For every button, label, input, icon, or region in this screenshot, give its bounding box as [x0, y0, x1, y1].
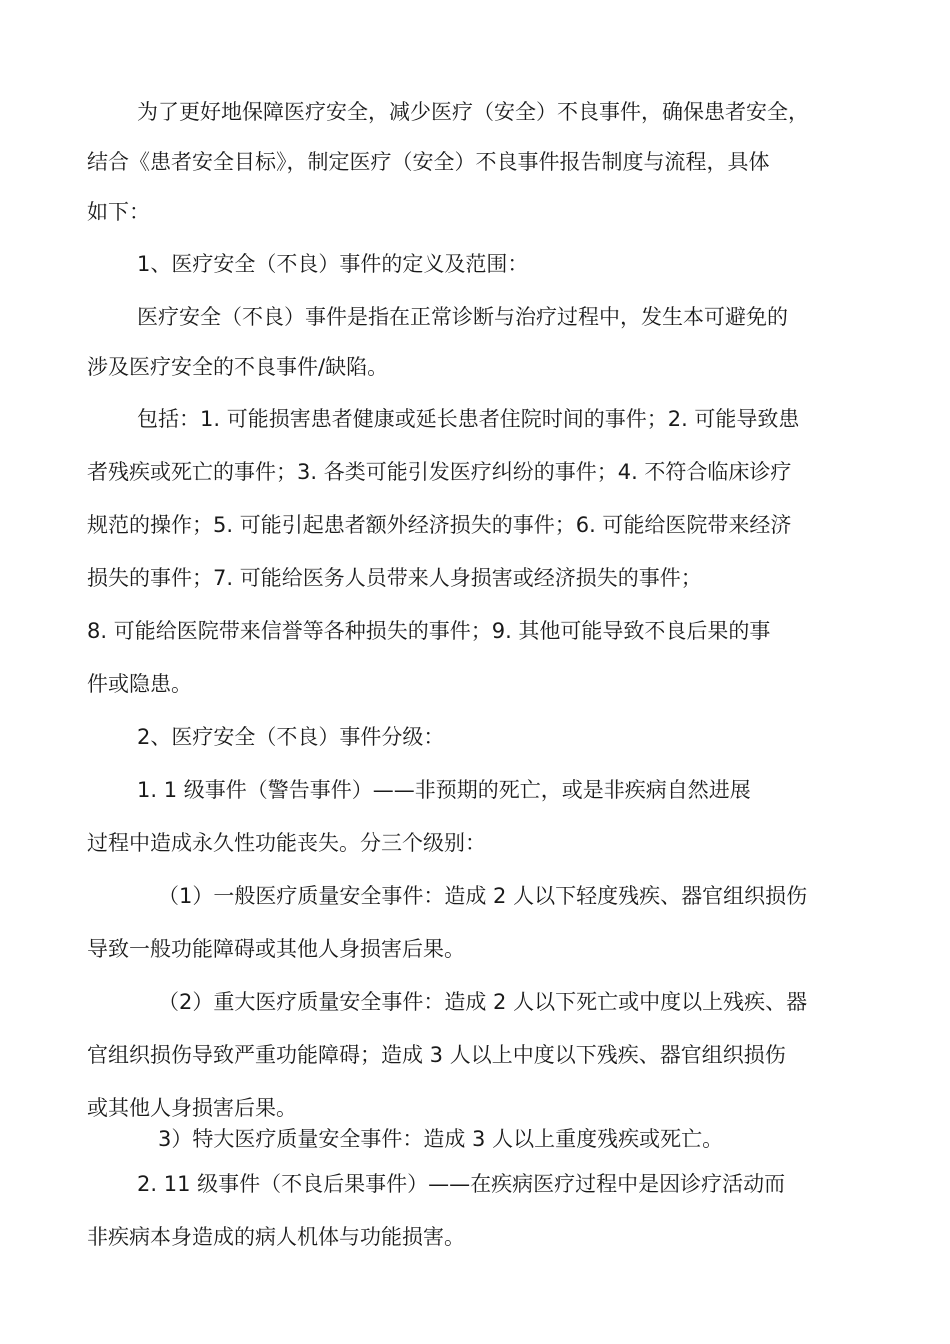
paragraph-line: （1）一般医疗质量安全事件：造成 2 人以下轻度残疾、器官组织损伤 — [158, 884, 808, 908]
paragraph-line: 8. 可能给医院带来信誉等各种损失的事件；9. 其他可能导致不良后果的事 — [87, 619, 771, 643]
paragraph-line: 涉及医疗安全的不良事件/缺陷。 — [87, 355, 389, 379]
paragraph-line: 医疗安全（不良）事件是指在正常诊断与治疗过程中，发生本可避免的 — [137, 305, 788, 329]
paragraph-line: 件或隐患。 — [87, 672, 192, 696]
paragraph-line: 如下： — [87, 200, 150, 224]
paragraph-line: 者残疾或死亡的事件；3. 各类可能引发医疗纠纷的事件；4. 不符合临床诊疗 — [87, 460, 792, 484]
paragraph-line: 导致一般功能障碍或其他人身损害后果。 — [87, 937, 465, 961]
paragraph-line: 包括：1. 可能损害患者健康或延长患者住院时间的事件；2. 可能导致患 — [137, 407, 800, 431]
paragraph-line: 3）特大医疗质量安全事件：造成 3 人以上重度残疾或死亡。 — [158, 1127, 724, 1151]
section-heading: 2、医疗安全（不良）事件分级： — [137, 725, 445, 749]
paragraph-line: 2. 11 级事件（不良后果事件）——在疾病医疗过程中是因诊疗活动而 — [137, 1172, 786, 1196]
paragraph-line: 或其他人身损害后果。 — [87, 1096, 297, 1120]
paragraph-line: （2）重大医疗质量安全事件：造成 2 人以下死亡或中度以上残疾、器 — [158, 990, 808, 1014]
paragraph-line: 规范的操作；5. 可能引起患者额外经济损失的事件；6. 可能给医院带来经济 — [87, 513, 792, 537]
paragraph-line: 为了更好地保障医疗安全，减少医疗（安全）不良事件，确保患者安全， — [137, 100, 809, 124]
paragraph-line: 官组织损伤导致严重功能障碍；造成 3 人以上中度以下残疾、器官组织损伤 — [87, 1043, 786, 1067]
section-heading: 1、医疗安全（不良）事件的定义及范围： — [137, 252, 529, 276]
paragraph-line: 非疾病本身造成的病人机体与功能损害。 — [87, 1225, 465, 1249]
paragraph-line: 结合《患者安全目标》，制定医疗（安全）不良事件报告制度与流程，具体 — [87, 150, 770, 174]
paragraph-line: 过程中造成永久性功能丧失。分三个级别： — [87, 831, 486, 855]
paragraph-line: 1. 1 级事件（警告事件）——非预期的死亡，或是非疾病自然进展 — [137, 778, 751, 802]
paragraph-line: 损失的事件；7. 可能给医务人员带来人身损害或经济损失的事件； — [87, 566, 702, 590]
